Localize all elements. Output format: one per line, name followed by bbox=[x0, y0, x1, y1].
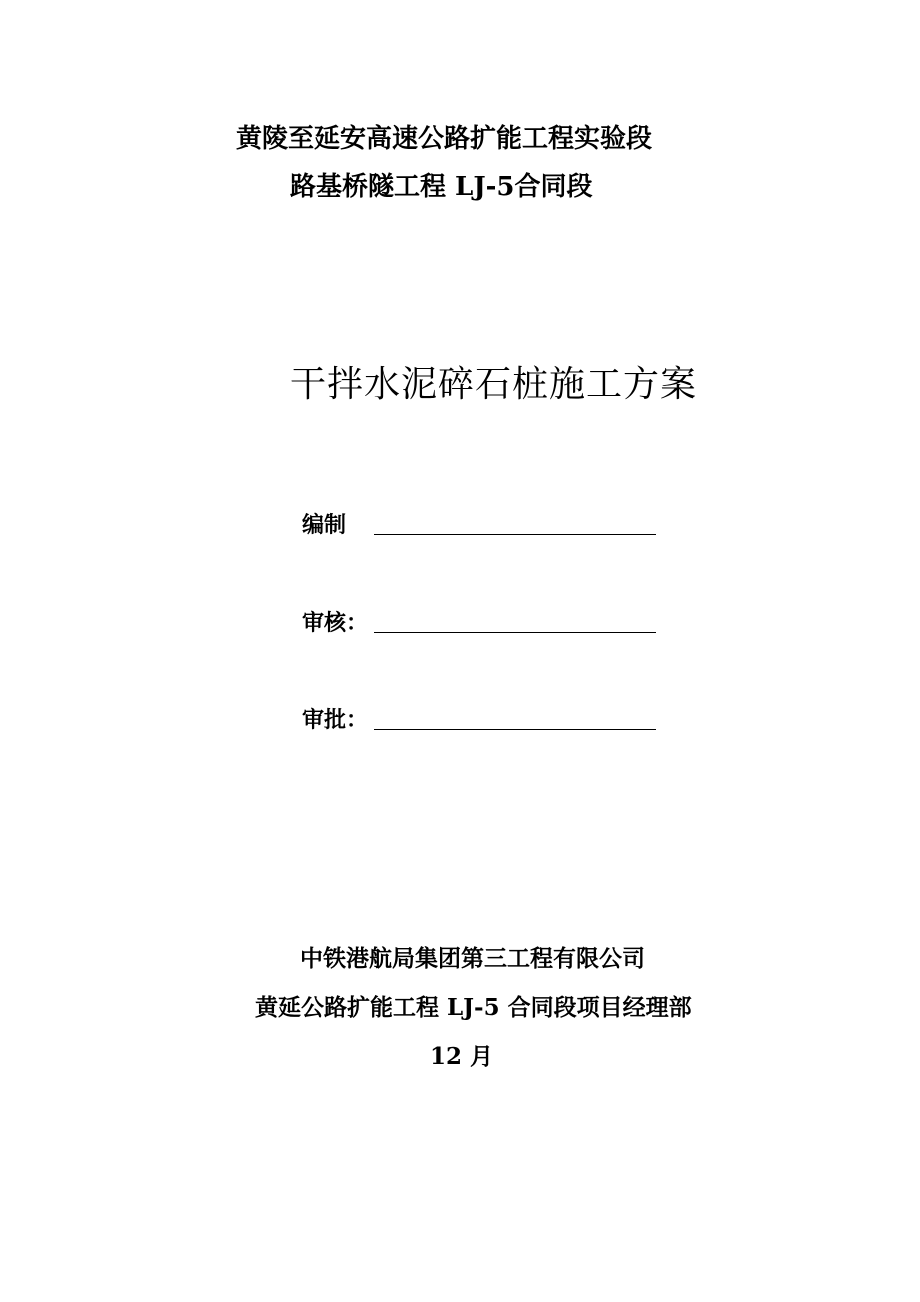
signature-row-approved bbox=[302, 703, 662, 733]
project-department: 黄延公路扩能工程 LJ-5 合同段项目经理部 bbox=[255, 994, 692, 1021]
reviewed-by-signature-line bbox=[374, 632, 656, 633]
project-name-line-1: 黄陵至延安高速公路扩能工程实验段 bbox=[236, 124, 653, 154]
company-name: 中铁港航局集团第三工程有限公司 bbox=[300, 945, 645, 972]
project-name-line-2: 路基桥隧工程 LJ-5合同段 bbox=[290, 172, 593, 202]
approved-by-label: 审批： bbox=[302, 707, 369, 733]
signature-row-reviewed bbox=[302, 606, 662, 636]
compiled-by-signature-line bbox=[374, 534, 656, 535]
approved-by-signature-line bbox=[374, 729, 656, 730]
document-date: 12 月 bbox=[430, 1043, 494, 1070]
compiled-by-label: 编制 bbox=[302, 512, 347, 538]
reviewed-by-label: 审核： bbox=[302, 610, 369, 636]
document-title: 干拌水泥碎石桩施工方案 bbox=[290, 364, 698, 405]
signature-row-compiled bbox=[302, 508, 662, 538]
